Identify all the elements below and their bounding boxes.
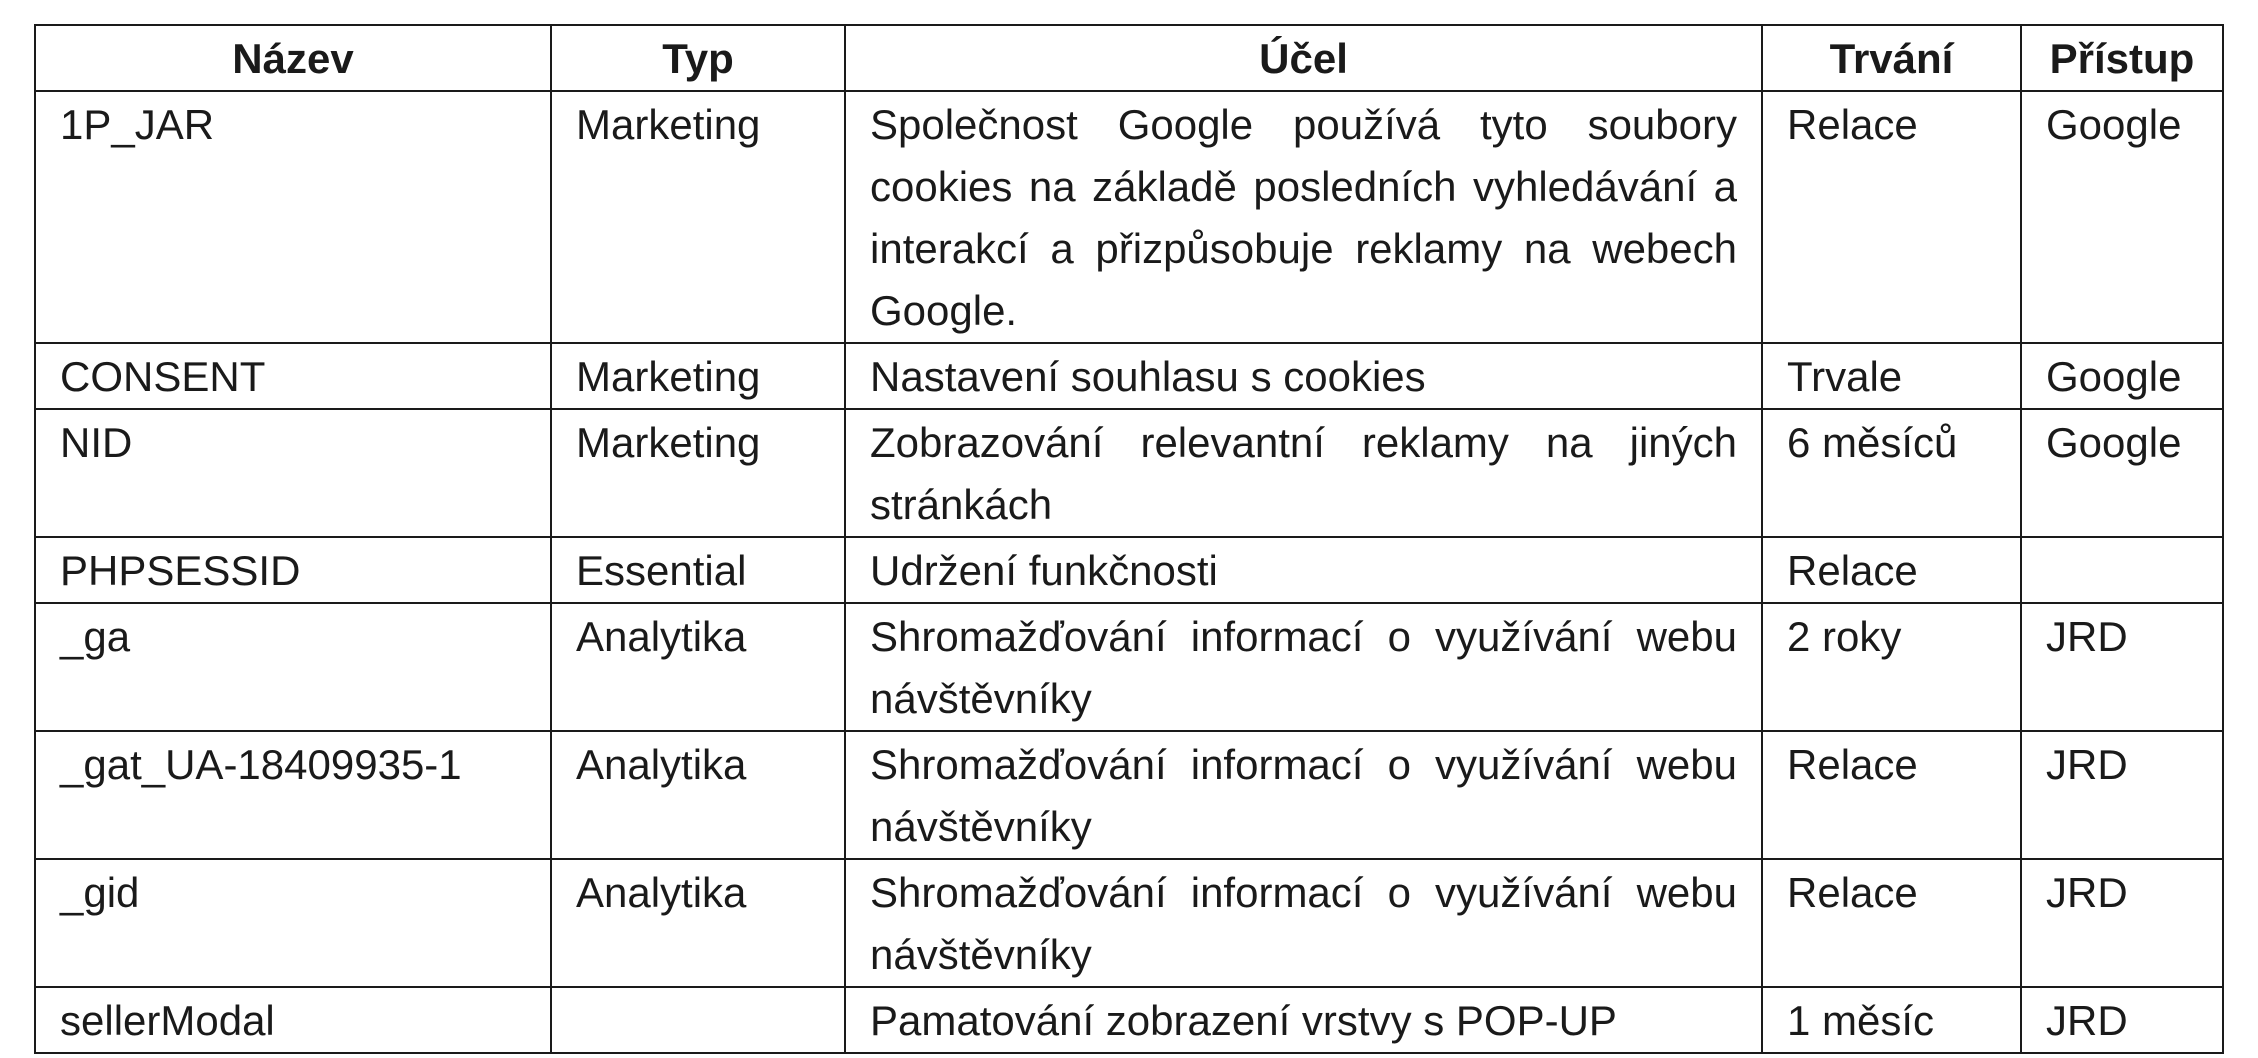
cell-access: JRD: [2021, 859, 2223, 987]
cell-type: Essential: [551, 537, 845, 603]
cell-name: NID: [35, 409, 551, 537]
cell-duration: 6 měsíců: [1762, 409, 2021, 537]
cell-type: Marketing: [551, 91, 845, 343]
header-type: Typ: [551, 25, 845, 91]
cell-duration: Relace: [1762, 91, 2021, 343]
table-row: [35, 91, 2223, 343]
cell-duration: 1 měsíc: [1762, 987, 2021, 1053]
cell-duration: Relace: [1762, 859, 2021, 987]
cell-access: JRD: [2021, 987, 2223, 1053]
cell-type: Marketing: [551, 343, 845, 409]
cell-name: _gat_UA-18409935-1: [35, 731, 551, 859]
cell-purpose: Pamatování zobrazení vrstvy s POP-UP: [845, 987, 1762, 1053]
cell-purpose: Nastavení souhlasu s cookies: [845, 343, 1762, 409]
cell-purpose: Udržení funkčnosti: [845, 537, 1762, 603]
cell-access: JRD: [2021, 731, 2223, 859]
cell-duration: Trvale: [1762, 343, 2021, 409]
table-row: [35, 537, 2223, 603]
cell-access: Google: [2021, 409, 2223, 537]
cell-duration: 2 roky: [1762, 603, 2021, 731]
cell-purpose: Zobrazování relevantní reklamy na jiných stránkách: [845, 409, 1762, 537]
table-row: [35, 603, 2223, 731]
table-row: [35, 343, 2223, 409]
cell-duration: Relace: [1762, 537, 2021, 603]
cookie-table: [34, 24, 2224, 1054]
table-row: [35, 987, 2223, 1053]
cell-purpose: Shromažďování informací o využívání webu návštěvníky: [845, 731, 1762, 859]
cell-type: Analytika: [551, 859, 845, 987]
cell-type: Analytika: [551, 731, 845, 859]
header-name: Název: [35, 25, 551, 91]
table-row: [35, 409, 2223, 537]
cell-name: 1P_JAR: [35, 91, 551, 343]
cell-name: _gid: [35, 859, 551, 987]
header-duration: Trvání: [1762, 25, 2021, 91]
table-row: [35, 731, 2223, 859]
header-access: Přístup: [2021, 25, 2223, 91]
cookie-table-container: [34, 24, 2224, 1054]
cell-duration: Relace: [1762, 731, 2021, 859]
cell-access: JRD: [2021, 603, 2223, 731]
cell-access: Google: [2021, 91, 2223, 343]
cell-name: _ga: [35, 603, 551, 731]
cell-access: Google: [2021, 343, 2223, 409]
cell-purpose: Shromažďování informací o využívání webu návštěvníky: [845, 859, 1762, 987]
cell-name: PHPSESSID: [35, 537, 551, 603]
cell-purpose: Společnost Google používá tyto soubory cookies na základě posledních vyhledávání a interakcí a přizpůsobuje reklamy na webech Google.: [845, 91, 1762, 343]
header-purpose: Účel: [845, 25, 1762, 91]
cell-name: sellerModal: [35, 987, 551, 1053]
cell-purpose: Shromažďování informací o využívání webu návštěvníky: [845, 603, 1762, 731]
cell-type: [551, 987, 845, 1053]
cell-type: Marketing: [551, 409, 845, 537]
cell-access: [2021, 537, 2223, 603]
table-row: [35, 859, 2223, 987]
cell-type: Analytika: [551, 603, 845, 731]
header-row: [35, 25, 2223, 91]
cell-name: CONSENT: [35, 343, 551, 409]
